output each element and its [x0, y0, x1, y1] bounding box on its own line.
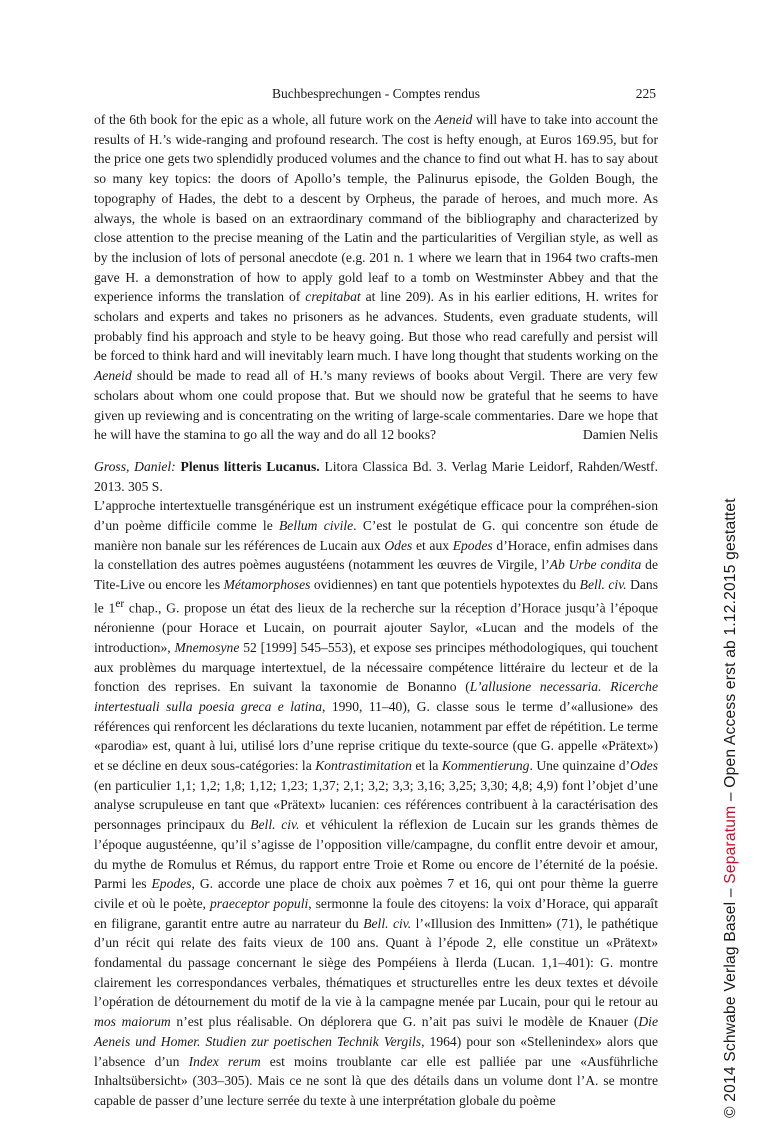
review-gross-text: L’approche intertextuelle transgénérique est un instrument exégétique efficace pour la compréhen-sion d’un poème difficile comme le Bellum civile. C’est le postulat de G. qui concentre son étude de manière non banale sur les références de Lucain aux Odes et aux Epodes d’Horace, enfin admises dans la constellation des autres poèmes augustéens (notamment les œuvres de Virgile, l’Ab Urbe condita de Tite-Live ou encore les Métamorphoses ovidiennes) en tant que potentiels hypotextes du Bell. civ. Dans le 1er chap., G. propose un état des lieux de la recherche sur la réception d’Horace jusqu’à l’époque néronienne (pour Horace et Lucain, on pourrait ajouter Saylor, «Lucan and the models of the introduction», Mnemosyne 52 [1999] 545–553), et expose ses principes méthodologiques, qui touchent aux problèmes du marquage intertextuel, de la nécessaire compétence littéraire du lecteur et de la fonction des reprises. En suivant la taxonomie de Bonanno (L’allusione necessaria. Ricerche intertestuali sulla poesia greca e latina, 1990, 11–40), G. classe sous le terme d’«allusione» des références qui renforcent les déclarations du texte lucanien, notamment par effet de répétition. Le terme «parodia» est, quant à lui, utilisé lors d’une reprise critique du texte-source (que G. appelle «Prätext») et se décline en deux sous-catégories: la Kontrastimitation et la Kommentierung. Une quinzaine d’Odes (en particulier 1,1; 1,2; 1,8; 1,12; 1,23; 1,37; 2,1; 3,2; 3,3; 3,16; 3,25; 3,30; 4,8; 4,9) font l’objet d’une analyse scrupuleuse en tant que «Prätext» lucanien: ces références contribuent à la caractérisation des personnages principaux du Bell. civ. et véhiculent la réflexion de Lucain sur les grands thèmes de l’époque augustéenne, qu’il s’agisse de l’opposition ville/campagne, du conflit entre devoir et amour, du mythe de Romulus et Rémus, du rapport entre Troie et Rome ou encore de l’éternité de la poésie. Parmi les Epodes, G. accorde une place de choix aux poèmes 7 et 16, qui ont pour thème la guerre civile et où le poète, praeceptor populi, sermonne la foule des citoyens: la voix d’Horace, qui apparaît en filigrane, garantit entre autre au narrateur du Bell. civ. l’«Illusion des Inmitten» (71), le pathétique d’un récit qui relate des faits vieux de 100 ans. Quant à l’épode 2, elle constitue un «Prätext» fondamental du passage concernant le siège des Pompéiens à Ilerda (Lucan. 1,1–401): G. montre clairement les correspondances verbales, thématiques et structurelles entre les deux textes et dévoile l’opération de détournement du motif de la vie à la campagne menée par Lucain, pour qui le retour au mos maiorum n’est plus réalisable. On déplorera que G. n’ait pas suivi le modèle de Knauer (Die Aeneis und Homer. Studien zur poetischen Technik Vergils, 1964) pour son «Stellenindex» alors que l’absence d’un Index rerum est moins troublante car elle est palliée par une «Ausführliche Inhaltsübersicht» (303–305). Mais ce ne sont là que des détails dans un volume dont l’A. se montre capable de passer d’une lecture serrée du texte à une interprétation globale du poème: [94, 498, 659, 1108]
review-nelis-text: of the 6th book for the epic as a whole, all future work on the Aeneid will have to take into account the results of H.’s wide-ranging and profound research. The cost is hefty enough, at Euros 169.95, but for the price one gets two splendidly produced volumes and the chance to find out what H. has to say about so many key topics: the doors of Apollo’s temple, the Palinurus episode, the Golden Bough, the topography of Hades, the debt to a descent by Orpheus, the parade of heroes, and much more. As always, the whole is based on an extraordinary command of the bibliography and characterized by close attention to the precise meaning of the Latin and the particularities of Vergilian style, as well as by the inclusion of lots of personal anecdote (e.g. 201 n. 1 where we learn that in 1964 two crafts-men gave H. a demonstration of how to apply gold leaf to a tomb on Westminster Abbey and that the experience informs the translation of crepitabat at line 209). As in his earlier editions, H. writes for scholars and experts and takes no prisoners as he advances. Students, even graduate students, will probably find his approach and style to be heavy going. But those who read carefully and persist will be forced to think hard and will inevitably learn much. I have long thought that students working on the Aeneid should be made to read all of H.’s many reviews of books about Vergil. There are very few scholars about whom one could propose that. But we should now be grateful that he seems to have given up reviewing and is concentrating on the writing of large-scale commentaries. Dare we hope that he will have the stamina to go all the way and do all 12 books? Damien Nelis: [94, 110, 658, 445]
citation-title: Plenus litteris Lucanus.: [180, 458, 320, 474]
citation-author: Gross, Daniel:: [94, 458, 176, 474]
review-signature: Damien Nelis: [582, 427, 658, 443]
book-citation: [94, 457, 658, 496]
running-header: [94, 86, 658, 106]
article-body: [94, 110, 658, 1111]
citation-details: Litora Classica Bd. 3. Verlag Marie Leidorf, Rahden/Westf. 2013. 305 S.: [94, 458, 658, 494]
copyright-sidebar: © 2014 Schwabe Verlag Basel – Separatum – Open Access erst ab 1.12.2015 gestattet: [722, 498, 739, 1118]
running-title: Buchbesprechungen - Comptes rendus: [271, 86, 481, 101]
page-number: 225: [635, 86, 656, 101]
separatum-label: Separatum: [722, 805, 739, 884]
